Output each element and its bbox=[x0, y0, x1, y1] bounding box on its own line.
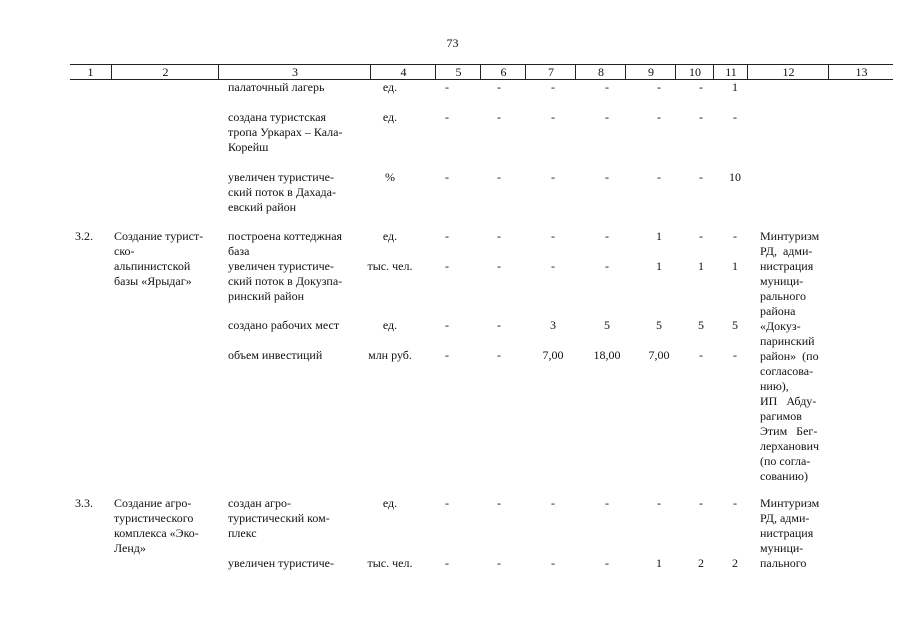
value-cell: - bbox=[733, 348, 737, 362]
value-cell: - bbox=[497, 496, 501, 510]
value-cell: - bbox=[497, 348, 501, 362]
value-cell: - bbox=[551, 556, 555, 570]
header-col-6: 6 bbox=[480, 65, 526, 79]
value-cell: - bbox=[445, 110, 449, 124]
value-cell: 1 bbox=[656, 556, 662, 570]
value-cell: - bbox=[497, 556, 501, 570]
header-col-4: 4 bbox=[370, 65, 436, 79]
indicator-name: создан агро- туристический ком- плекс bbox=[228, 496, 330, 540]
unit-label: тыс. чел. bbox=[367, 259, 413, 273]
value-cell: - bbox=[733, 110, 737, 124]
value-cell: - bbox=[445, 229, 449, 243]
measure-name: Создание агро- туристического комплекса «Эко- Ленд» bbox=[114, 496, 199, 555]
page-number: 73 bbox=[446, 36, 459, 50]
value-cell: 2 bbox=[732, 556, 738, 570]
value-cell: - bbox=[551, 170, 555, 184]
value-cell: - bbox=[699, 348, 703, 362]
header-col-10: 10 bbox=[675, 65, 714, 79]
value-cell: - bbox=[551, 110, 555, 124]
value-cell: - bbox=[445, 318, 449, 332]
indicator-name: построена коттеджная база bbox=[228, 229, 343, 258]
header-col-11: 11 bbox=[713, 65, 748, 79]
value-cell: - bbox=[699, 110, 703, 124]
executor-text: Минтуризм РД, адми- нистрация муници- pального района «Докуз- паринский район» (по согласова- нию), ИП Абду- рагимов Этим Бег- лерханович (по согла- сованию) bbox=[760, 229, 820, 483]
value-cell: 1 bbox=[732, 259, 738, 273]
value-cell: - bbox=[605, 80, 609, 94]
value-cell: - bbox=[657, 110, 661, 124]
header-col-3: 3 bbox=[218, 65, 371, 79]
value-cell: 10 bbox=[729, 170, 741, 184]
unit-label: тыс. чел. bbox=[367, 556, 413, 570]
value-cell: - bbox=[445, 80, 449, 94]
value-cell: - bbox=[497, 170, 501, 184]
indicator-name: увеличен туристиче- bbox=[228, 556, 334, 570]
indicator-name: палаточный лагерь bbox=[228, 80, 325, 94]
indicator-name: создана туристская тропа Уркарах – Кала- Корейш bbox=[228, 110, 343, 154]
value-cell: - bbox=[605, 110, 609, 124]
header-col-13: 13 bbox=[828, 65, 894, 79]
value-cell: - bbox=[497, 318, 501, 332]
value-cell: - bbox=[605, 496, 609, 510]
value-cell: - bbox=[733, 229, 737, 243]
header-col-2: 2 bbox=[111, 65, 219, 79]
value-cell: - bbox=[699, 229, 703, 243]
value-cell: - bbox=[445, 556, 449, 570]
value-cell: - bbox=[445, 348, 449, 362]
value-cell: - bbox=[445, 496, 449, 510]
indicator-name: увеличен туристиче- ский поток в Докузпа- ринский район bbox=[228, 259, 343, 303]
indicator-name: объем инвестиций bbox=[228, 348, 323, 362]
value-cell: - bbox=[445, 170, 449, 184]
table-header-row bbox=[70, 64, 893, 80]
value-cell: - bbox=[445, 259, 449, 273]
value-cell: 5 bbox=[698, 318, 704, 332]
value-cell: - bbox=[657, 496, 661, 510]
value-cell: 18,00 bbox=[593, 348, 621, 362]
header-col-9: 9 bbox=[625, 65, 676, 79]
value-cell: - bbox=[551, 229, 555, 243]
indicator-name: увеличен туристиче- ский поток в Дахада- евский район bbox=[228, 170, 336, 214]
unit-label: ед. bbox=[382, 318, 398, 332]
value-cell: - bbox=[497, 259, 501, 273]
unit-label: ед. bbox=[382, 229, 398, 243]
value-cell: 3 bbox=[550, 318, 556, 332]
section-number: 3.2. bbox=[75, 229, 93, 243]
unit-label: млн руб. bbox=[368, 348, 412, 362]
value-cell: - bbox=[497, 80, 501, 94]
value-cell: - bbox=[605, 556, 609, 570]
value-cell: 5 bbox=[732, 318, 738, 332]
value-cell: 2 bbox=[698, 556, 704, 570]
unit-label: ед. bbox=[382, 80, 398, 94]
section-number: 3.3. bbox=[75, 496, 93, 510]
value-cell: 1 bbox=[656, 259, 662, 273]
value-cell: 1 bbox=[656, 229, 662, 243]
unit-label: ед. bbox=[382, 496, 398, 510]
value-cell: - bbox=[733, 496, 737, 510]
unit-label: % bbox=[385, 170, 395, 184]
value-cell: - bbox=[551, 80, 555, 94]
indicator-name: создано рабочих мест bbox=[228, 318, 340, 332]
value-cell: - bbox=[657, 80, 661, 94]
value-cell: - bbox=[699, 170, 703, 184]
header-col-1: 1 bbox=[87, 65, 94, 79]
value-cell: 7,00 bbox=[648, 348, 670, 362]
value-cell: - bbox=[551, 259, 555, 273]
measure-name: Создание турист- ско- альпинистской базы «Ярыдаг» bbox=[114, 229, 204, 288]
value-cell: 1 bbox=[732, 80, 738, 94]
value-cell: - bbox=[699, 496, 703, 510]
value-cell: 7,00 bbox=[542, 348, 564, 362]
value-cell: - bbox=[657, 170, 661, 184]
value-cell: 1 bbox=[698, 259, 704, 273]
value-cell: 5 bbox=[604, 318, 610, 332]
value-cell: - bbox=[605, 259, 609, 273]
header-col-5: 5 bbox=[435, 65, 481, 79]
value-cell: - bbox=[551, 496, 555, 510]
executor-text: Минтуризм РД, адми- нистрация муници- пального bbox=[760, 496, 820, 570]
header-col-8: 8 bbox=[575, 65, 626, 79]
value-cell: 5 bbox=[656, 318, 662, 332]
header-col-12: 12 bbox=[747, 65, 829, 79]
value-cell: - bbox=[699, 80, 703, 94]
unit-label: ед. bbox=[382, 110, 398, 124]
header-col-7: 7 bbox=[525, 65, 576, 79]
value-cell: - bbox=[497, 110, 501, 124]
value-cell: - bbox=[605, 229, 609, 243]
value-cell: - bbox=[605, 170, 609, 184]
value-cell: - bbox=[497, 229, 501, 243]
